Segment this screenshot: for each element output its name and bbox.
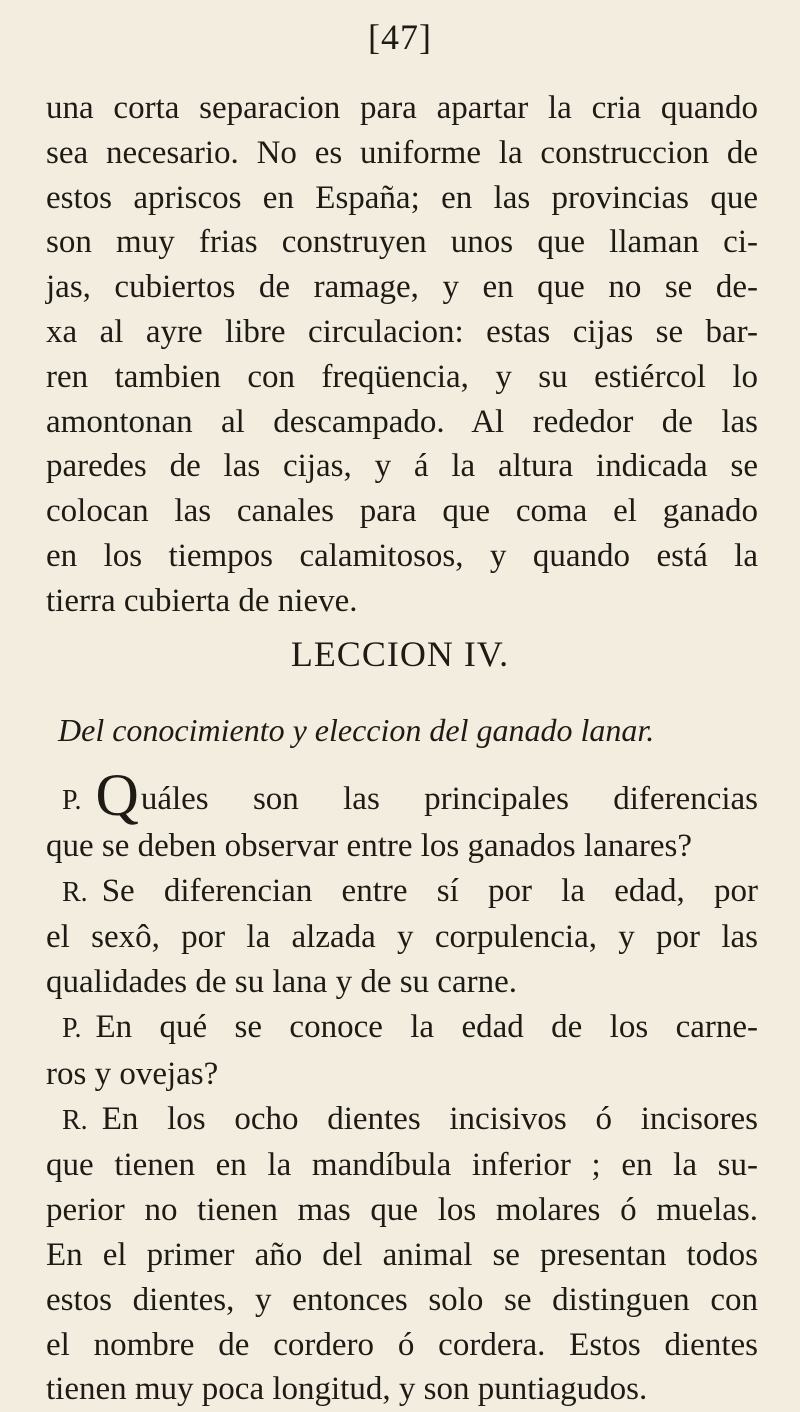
- text-line: estos dientes, y entonces solo se distinguen con: [46, 1281, 758, 1318]
- question-2-text: En qué se conoce la edad de los carne-: [95, 1008, 758, 1045]
- question-answer-section: [46, 762, 758, 1412]
- text-line: qualidades de su lana y de su carne.: [46, 964, 517, 1001]
- answer-2-line: [46, 1097, 758, 1144]
- answer-1-line: [46, 869, 758, 916]
- answer-2-text: En los ocho dientes incisivos ó incisores: [101, 1100, 758, 1137]
- lesson-subheading: Del conocimiento y eleccion del ganado lanar.: [58, 712, 655, 748]
- text-line: sea necesario. No es uniforme la construccion de: [46, 134, 758, 171]
- text-line: colocan las canales para que coma el ganado: [46, 493, 758, 530]
- question-1-line: [46, 762, 758, 828]
- text-line: son muy frias construyen unos que llaman ci-: [46, 224, 758, 261]
- text-line: tienen muy poca longitud, y son puntiagudos.: [46, 1371, 648, 1408]
- text-line: en los tiempos calamitosos, y quando está la: [46, 537, 758, 574]
- page-number: [47]: [368, 17, 432, 57]
- answer-1-text: Se diferencian entre sí por la edad, por: [101, 872, 758, 909]
- speaker-label: P.: [62, 785, 82, 816]
- text-line: paredes de las cijas, y á la altura indicada se: [46, 448, 758, 485]
- text-line: amontonan al descampado. Al rededor de las: [46, 403, 758, 440]
- text-line: que se deben observar entre los ganados lanares?: [46, 827, 692, 864]
- question-2-line: [46, 1005, 758, 1052]
- text-line: el nombre de cordero ó cordera. Estos dientes: [46, 1326, 758, 1363]
- text-line: tierra cubierta de nieve.: [46, 582, 358, 619]
- text-line: que tienen en la mandíbula inferior ; en la su-: [46, 1147, 758, 1184]
- text-line: ren tambien con freqüencia, y su estiércol lo: [46, 358, 758, 395]
- text-line: el sexô, por la alzada y corpulencia, y por las: [46, 919, 758, 956]
- text-line: ros y ovejas?: [46, 1055, 219, 1092]
- speaker-label: R.: [62, 876, 88, 908]
- drop-cap: Q: [95, 762, 139, 828]
- text-line: estos apriscos en España; en las provincias que: [46, 179, 758, 216]
- lesson-heading: LECCION IV.: [290, 634, 510, 674]
- question-1-text: uáles son las principales diferencias: [140, 781, 758, 817]
- text-line: En el primer año del animal se presentan todos: [46, 1236, 758, 1273]
- text-line: xa al ayre libre circulacion: estas cijas se bar-: [46, 313, 758, 350]
- text-line: una corta separacion para apartar la cria quando: [46, 90, 758, 126]
- paragraph-sheepfold: [46, 86, 758, 624]
- text-line: jas, cubiertos de ramage, y en que no se de-: [46, 269, 758, 306]
- text-line: perior no tienen mas que los molares ó muelas.: [46, 1192, 758, 1229]
- speaker-label: R.: [62, 1104, 88, 1136]
- speaker-label: P.: [62, 1012, 82, 1044]
